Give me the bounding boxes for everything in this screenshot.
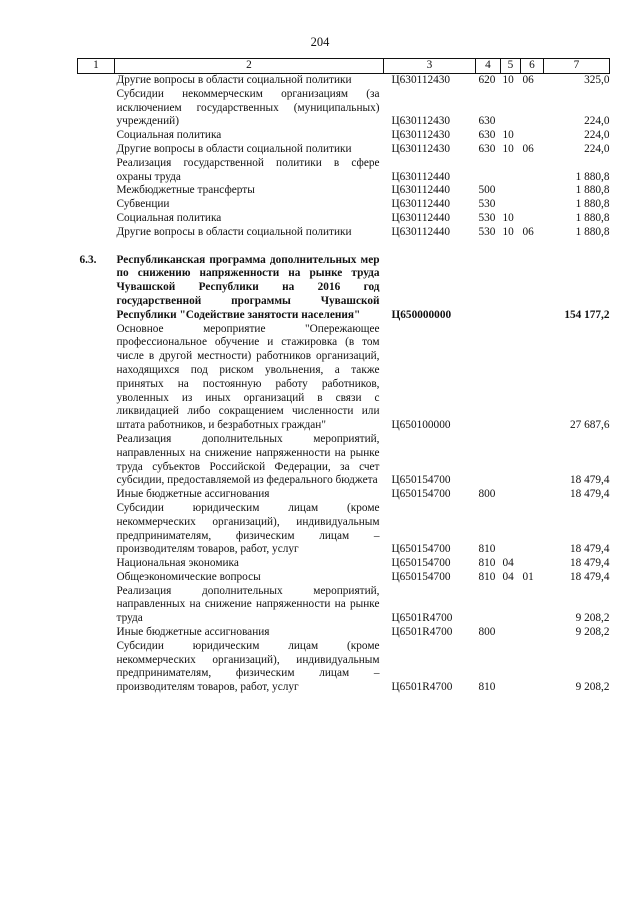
- row-col5: 10: [502, 211, 514, 224]
- row-number: [78, 502, 115, 557]
- row-code: Ц630112430: [391, 142, 451, 155]
- header-col-3: 3: [384, 59, 476, 74]
- row-name: Субвенции: [116, 198, 170, 211]
- row-col5: [501, 433, 521, 488]
- header-col-7: 7: [544, 59, 610, 74]
- row-number: [78, 226, 115, 240]
- header-col-4: 4: [476, 59, 501, 74]
- row-number: [78, 488, 115, 502]
- row-number: [78, 433, 115, 488]
- row-number: [78, 571, 115, 585]
- row-col4: 800: [478, 626, 496, 639]
- row-col5: [501, 184, 521, 198]
- row-name: Субсидии некоммерческим организациям (за исключением государственных (муниципальных) учреждений): [116, 87, 380, 128]
- row-code: Ц650154700: [391, 488, 451, 501]
- row-col6: [521, 157, 544, 185]
- row-col6: 06: [522, 142, 534, 155]
- row-col5: [501, 502, 521, 557]
- row-number: [78, 184, 115, 198]
- table-row: [78, 254, 610, 323]
- row-number: 6.3.: [79, 253, 97, 266]
- row-code: Ц630112430: [391, 74, 451, 86]
- row-col5: 10: [502, 142, 514, 155]
- row-number: [78, 74, 115, 88]
- row-amount: 1 880,8: [575, 184, 610, 197]
- row-col4: 800: [478, 488, 496, 501]
- row-code: Ц650000000: [391, 308, 452, 321]
- row-col5: [501, 585, 521, 626]
- row-col5: [501, 198, 521, 212]
- row-col4: 530: [478, 211, 496, 224]
- table-row: [78, 323, 610, 433]
- row-col5: [501, 488, 521, 502]
- row-number: [78, 626, 115, 640]
- row-name: Иные бюджетные ассигнования: [116, 626, 270, 639]
- row-code: Ц6501R4700: [391, 681, 453, 694]
- row-amount: 9 208,2: [575, 626, 610, 639]
- table-row: [78, 88, 610, 129]
- row-col4: 810: [478, 557, 496, 570]
- row-amount: 9 208,2: [575, 681, 610, 694]
- row-col6: [521, 502, 544, 557]
- row-col6: 06: [522, 74, 534, 86]
- spacer-row: [78, 240, 610, 254]
- row-code: Ц630112440: [391, 184, 451, 197]
- row-col6: [521, 254, 544, 323]
- table-row: [78, 226, 610, 240]
- table-body: [78, 74, 610, 696]
- row-name: Основное мероприятие "Опережающее профессиональное обучение и стажировка (в том числе в другой местности) работников организаций, находящихся под риском увольнения, а также принятых на постоянную работу работников, уволенных из иных организаций в связи с ликвидацией либо сокращением численности или штата работников, и безработных граждан": [116, 322, 380, 432]
- row-code: Ц630112430: [391, 115, 451, 128]
- row-number: [78, 88, 115, 129]
- row-name: Иные бюджетные ассигнования: [116, 488, 270, 501]
- row-col5: 10: [502, 225, 514, 238]
- row-col6: [521, 212, 544, 226]
- row-col4: 630: [478, 129, 496, 142]
- row-code: Ц630112430: [391, 129, 451, 142]
- row-col4: [476, 323, 501, 433]
- row-col4: 810: [478, 681, 496, 694]
- row-col4: [476, 157, 501, 185]
- row-amount: 27 687,6: [569, 419, 610, 432]
- row-col6: [521, 184, 544, 198]
- table-header: [78, 59, 610, 74]
- row-amount: 1 880,8: [575, 225, 610, 238]
- row-col4: [476, 254, 501, 323]
- row-col5: [501, 323, 521, 433]
- row-col6: [521, 557, 544, 571]
- row-code: Ц630112440: [391, 211, 451, 224]
- header-col-2: 2: [115, 59, 384, 74]
- row-col6: [521, 433, 544, 488]
- row-col5: [501, 88, 521, 129]
- row-col6: 01: [522, 570, 534, 583]
- row-name: Национальная экономика: [116, 557, 239, 570]
- row-amount: 18 479,4: [569, 570, 610, 583]
- table-row: [78, 626, 610, 640]
- header-col-6: 6: [521, 59, 544, 74]
- table-row: [78, 433, 610, 488]
- row-name: Межбюджетные трансферты: [116, 184, 255, 197]
- header-col-1: 1: [78, 59, 115, 74]
- table-row: [78, 502, 610, 557]
- row-number: [78, 143, 115, 157]
- table-row: [78, 488, 610, 502]
- row-col4: 500: [478, 184, 496, 197]
- row-col4: [476, 585, 501, 626]
- row-amount: 224,0: [584, 142, 610, 155]
- header-row: [78, 59, 610, 74]
- row-col5: [501, 640, 521, 695]
- row-col4: 530: [478, 225, 496, 238]
- row-code: Ц650154700: [391, 557, 451, 570]
- row-col4: 810: [478, 570, 496, 583]
- row-name: Общеэкономические вопросы: [116, 570, 261, 583]
- row-col4: 630: [478, 142, 496, 155]
- row-name: Субсидии юридическим лицам (кроме некоммерческих организаций), индивидуальным предпринимателям, физическим лицам – производителям товаров, работ, услуг: [116, 639, 380, 694]
- row-code: Ц630112440: [391, 198, 451, 211]
- row-name: Реализация государственной политики в сфере охраны труда: [116, 156, 380, 183]
- row-col5: [501, 254, 521, 323]
- row-col5: [501, 626, 521, 640]
- row-number: [78, 129, 115, 143]
- row-col5: 04: [502, 557, 514, 570]
- row-amount: 1 880,8: [575, 198, 610, 211]
- row-col5: 10: [502, 74, 514, 86]
- table-row: [78, 640, 610, 695]
- row-col4: 620: [478, 74, 496, 86]
- table-row: [78, 198, 610, 212]
- row-amount: 154 177,2: [564, 308, 610, 321]
- row-amount: 1 880,8: [575, 211, 610, 224]
- row-code: Ц650154700: [391, 543, 451, 556]
- row-col6: [521, 585, 544, 626]
- row-amount: 224,0: [584, 115, 610, 128]
- row-code: Ц6501R4700: [391, 612, 453, 625]
- row-name: Республиканская программа дополнительных мер по снижению напряженности на рынке труда Чувашской Республики на 2016 год государственной программы Чувашской Республики "Содействие занятости населения": [116, 253, 380, 321]
- row-col4: 630: [478, 115, 496, 128]
- budget-table: [77, 58, 610, 695]
- row-code: Ц650154700: [391, 474, 451, 487]
- row-col4: 530: [478, 198, 496, 211]
- spacer-cell: [78, 240, 610, 254]
- row-col4: 810: [478, 543, 496, 556]
- row-number: [78, 212, 115, 226]
- row-name: Реализация дополнительных мероприятий, направленных на снижение напряженности на рынке труда субъектов Российской Федерации, за счет субсидии, предоставляемой из федерального бюджета: [116, 432, 380, 487]
- row-code: Ц630112440: [391, 170, 451, 183]
- row-amount: 18 479,4: [569, 543, 610, 556]
- table-row: [78, 74, 610, 88]
- table-row: [78, 129, 610, 143]
- row-name: Реализация дополнительных мероприятий, направленных на снижение напряженности на рынке труда: [116, 584, 380, 625]
- row-amount: 18 479,4: [569, 474, 610, 487]
- row-name: Другие вопросы в области социальной политики: [116, 142, 352, 155]
- table-row: [78, 157, 610, 185]
- row-amount: 9 208,2: [575, 612, 610, 625]
- row-amount: 1 880,8: [575, 170, 610, 183]
- row-amount: 18 479,4: [569, 557, 610, 570]
- page-number: 204: [310, 35, 330, 49]
- row-code: Ц630112440: [391, 225, 451, 238]
- row-name: Социальная политика: [116, 129, 222, 142]
- row-col5: [501, 157, 521, 185]
- table-row: [78, 557, 610, 571]
- table-row: [78, 585, 610, 626]
- row-col5: 10: [502, 129, 514, 142]
- row-col5: 04: [502, 570, 514, 583]
- row-number: [78, 585, 115, 626]
- row-name: Другие вопросы в области социальной политики: [116, 225, 352, 238]
- row-col6: [521, 323, 544, 433]
- row-col4: [476, 433, 501, 488]
- row-amount: 325,0: [584, 74, 610, 86]
- row-col6: [521, 626, 544, 640]
- table-row: [78, 184, 610, 198]
- row-number: [78, 640, 115, 695]
- row-name: Социальная политика: [116, 211, 222, 224]
- header-col-5: 5: [501, 59, 521, 74]
- row-col6: [521, 88, 544, 129]
- row-col6: [521, 129, 544, 143]
- row-amount: 224,0: [584, 129, 610, 142]
- row-code: Ц650154700: [391, 570, 451, 583]
- table-row: [78, 143, 610, 157]
- row-col6: [521, 198, 544, 212]
- row-col6: [521, 488, 544, 502]
- row-number: [78, 157, 115, 185]
- row-col6: [521, 640, 544, 695]
- row-name: Другие вопросы в области социальной политики: [116, 74, 352, 86]
- row-name: Субсидии юридическим лицам (кроме некоммерческих организаций), индивидуальным предпринимателям, физическим лицам – производителям товаров, работ, услуг: [116, 501, 380, 556]
- row-amount: 18 479,4: [569, 488, 610, 501]
- row-col6: 06: [522, 225, 534, 238]
- row-code: Ц6501R4700: [391, 626, 453, 639]
- row-number: [78, 557, 115, 571]
- row-code: Ц650100000: [391, 419, 451, 432]
- row-number: [78, 323, 115, 433]
- table-row: [78, 571, 610, 585]
- row-number: [78, 198, 115, 212]
- table-row: [78, 212, 610, 226]
